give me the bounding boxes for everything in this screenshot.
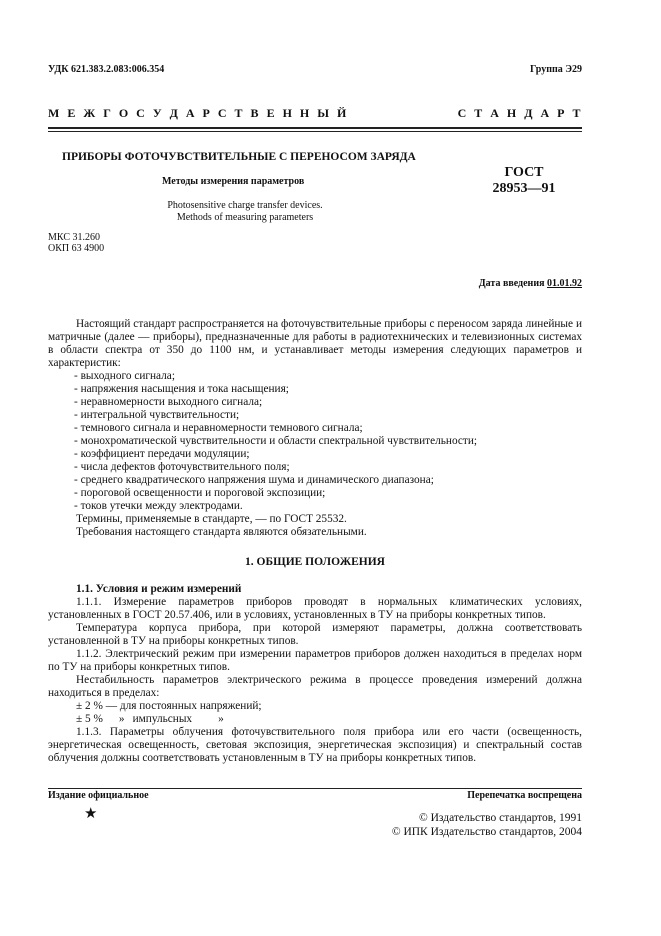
- tolerance-pulse-value: ± 5 %: [76, 713, 103, 725]
- copyright-line-1: © Издательство стандартов, 1991: [418, 812, 582, 824]
- list-item: - неравномерности выходного сигнала;: [74, 396, 263, 408]
- ditto-mark: »: [218, 713, 224, 725]
- gost-number: 28953—91: [492, 181, 556, 196]
- list-item: - интегральной чувствительности;: [74, 409, 240, 421]
- english-title-line-1: Photosensitive charge transfer devices.: [167, 200, 323, 211]
- subsection-heading: 1.1. Условия и режим измерений: [76, 583, 242, 595]
- clause-1-1-1-temperature: Температура корпуса прибора, при которой измеряют параметры, должна соответствовать установленной в ТУ на приборы конкретных типов.: [48, 622, 582, 647]
- list-item: - токов утечки между электродами.: [74, 500, 243, 512]
- section-heading: 1. ОБЩИЕ ПОЛОЖЕНИЯ: [245, 556, 385, 568]
- list-item: - числа дефектов фоточувствительного поля;: [74, 461, 290, 473]
- classification-codes: [48, 232, 104, 254]
- tolerance-pulse: [48, 713, 582, 726]
- date-label: Дата введения: [478, 278, 545, 289]
- clause-1-1-2: 1.1.2. Электрический режим при измерении параметров приборов должен находиться в пределах норм по ТУ на приборы конкретных типов.: [48, 648, 582, 673]
- mks-code: МКС 31.260: [48, 232, 100, 243]
- intro-paragraph: Настоящий стандарт распространяется на фоточувствительные приборы с переносом заряда линейные и матричные (далее — приборы), предназначенные для работы в радиотехнических и телевизионных системах в области спектра от 350 до 1100 нм, и устанавливает методы измерения следующих параметров и характеристик:: [48, 318, 582, 369]
- clause-1-1-3: 1.1.3. Параметры облучения фоточувствительного поля прибора или его части (освещенность, энергетическая освещенность, световая экспозиция, энергетическая экспозиция) и спектральный состав облучения должны соответствовать установленным в ТУ на приборы конкретных типов.: [48, 726, 582, 764]
- english-title-line-2: Methods of measuring parameters: [176, 212, 314, 223]
- ditto-mark: »: [118, 713, 125, 725]
- gost-label: ГОСТ: [504, 165, 544, 180]
- list-item: - выходного сигнала;: [74, 370, 175, 382]
- list-item: - среднего квадратического напряжения шума и динамического диапазона;: [74, 474, 434, 486]
- udk-code: УДК 621.383.2.083:006.354: [48, 64, 165, 75]
- intro-section: [48, 318, 582, 539]
- date-introduced: [479, 278, 582, 289]
- tolerance-pulse-label: импульсных: [132, 713, 193, 725]
- footer-rule: [48, 788, 582, 789]
- list-item: - монохроматической чувствительности и области спектральной чувствительности;: [74, 435, 478, 447]
- clause-1-1-1: 1.1.1. Измерение параметров приборов проводят в нормальных климатических условиях, установленных в ГОСТ 20.57.406, или в условиях, установленных в ТУ на приборы конкретных типов.: [48, 596, 582, 621]
- banner-rule-thick: [48, 127, 582, 129]
- list-item: - пороговой освещенности и пороговой экспозиции;: [74, 487, 326, 499]
- document-title: ПРИБОРЫ ФОТОЧУВСТВИТЕЛЬНЫЕ С ПЕРЕНОСОМ ЗАРЯДА: [62, 151, 416, 163]
- group-code: Группа Э29: [530, 64, 582, 75]
- list-item: - коэффициент передачи модуляции;: [74, 448, 250, 460]
- okp-code: ОКП 63 4900: [48, 243, 105, 254]
- english-title: [148, 200, 342, 224]
- reprint-notice: Перепечатка воспрещена: [467, 790, 582, 801]
- star-icon: ★: [84, 806, 98, 822]
- clause-1-1-2-instability: Нестабильность параметров электрического режима в процессе проведения измерений должна находиться в пределах:: [48, 674, 582, 699]
- list-item: - напряжения насыщения и тока насыщения;: [74, 383, 289, 395]
- official-edition: Издание официальное: [48, 790, 149, 801]
- banner-rule-thin: [48, 131, 582, 132]
- mandatory-paragraph: Требования настоящего стандарта являются обязательными.: [76, 526, 367, 538]
- copyright-line-2: © ИПК Издательство стандартов, 2004: [391, 826, 582, 838]
- copyright-block: [392, 811, 582, 839]
- interstate-banner: [48, 106, 582, 121]
- terms-paragraph: Термины, применяемые в стандарте, — по ГОСТ 25532.: [76, 513, 347, 525]
- list-item: - темнового сигнала и неравномерности темнового сигнала;: [74, 422, 363, 434]
- tolerance-dc: ± 2 % — для постоянных напряжений;: [76, 700, 262, 712]
- interstate-label: М Е Ж Г О С У Д А Р С Т В Е Н Н Ы Й: [48, 106, 348, 120]
- document-subtitle: Методы измерения параметров: [162, 176, 305, 187]
- date-value: 01.01.92: [547, 278, 582, 289]
- gost-designation: [474, 165, 574, 197]
- standard-label: С Т А Н Д А Р Т: [457, 106, 582, 120]
- general-provisions: [48, 583, 582, 765]
